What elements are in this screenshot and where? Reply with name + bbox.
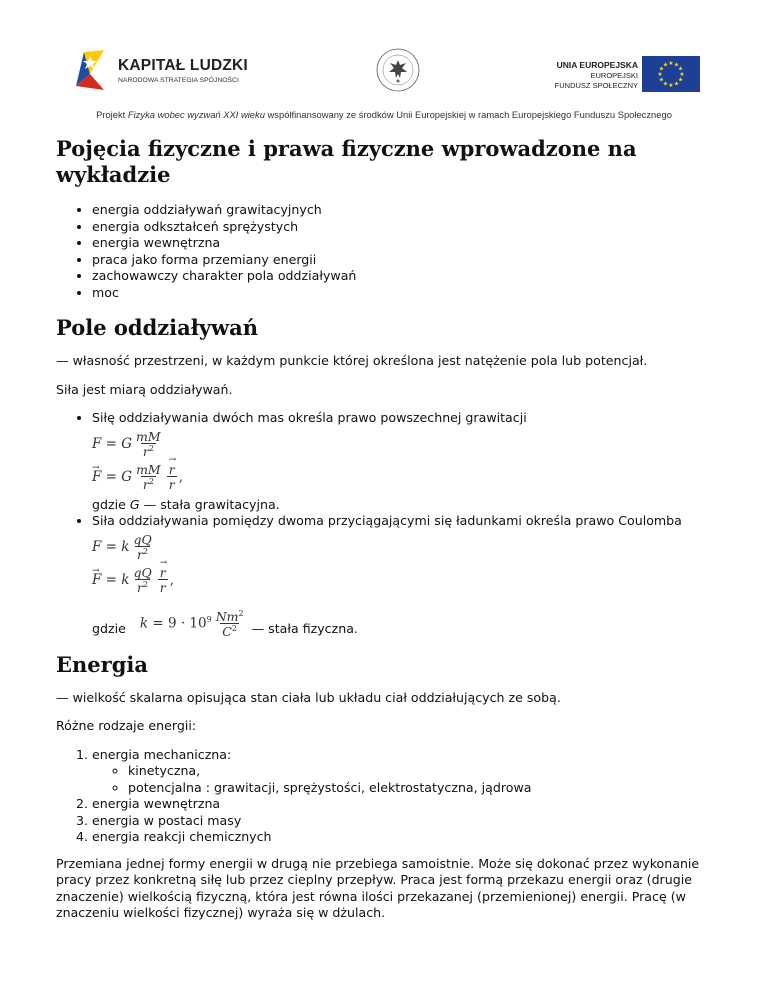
force-measure-text: Siła jest miarą oddziaływań. [56,381,233,397]
kapital-ludzki-logo [68,46,248,94]
eu-star-icon: ★ [673,80,680,88]
energy-definition: — wielkość skalarna opisująca stan ciała lub układu ciał oddziałujących ze sobą. [56,689,561,705]
eu-flag-icon [642,56,700,92]
gdzie-text: gdzie [92,621,126,636]
coulomb-law-text: Siła oddziaływania pomiędzy dwoma przyciągającymi się ładunkami określa prawo Coulomba [92,513,682,528]
list-item: 3. energia w postaci masy [92,813,716,830]
section-title-energy: Energia [56,651,148,677]
energy-types-list [56,747,716,846]
coulomb-equations [92,531,716,597]
page-header [0,0,768,126]
project-suffix: współfinansowany ze środków Unii Europejskiej w ramach Europejskiego Funduszu Społecznego [264,109,672,120]
project-line [0,109,768,120]
eu-fund-label-1: EUROPEJSKI [590,71,638,80]
eu-star-icon: ★ [679,71,685,79]
eu-text [520,60,638,91]
list-item: • energia wewnętrzna [92,235,716,252]
kapital-ludzki-subtitle: NARODOWA STRATEGIA SPÓJNOŚCI [118,77,239,84]
list-item: • energia oddziaływań grawitacyjnych [92,202,716,219]
coulomb-constant-desc: — stała fizyczna. [251,621,358,636]
eu-star-icon: ★ [658,76,665,84]
eu-fund-label-2: FUNDUSZ SPOŁECZNY [554,81,638,90]
gravity-scalar-equation: F = G $\frac{mM}{r^2}$ [92,429,161,459]
list-item: 4. energia reakcji chemicznych [92,829,716,846]
gravity-constant-desc: — stała grawitacyjna. [139,496,280,512]
eu-star-icon: ★ [662,61,669,69]
gravity-law-item [92,410,716,513]
eu-star-icon: ★ [657,71,663,79]
energy-types-intro: Różne rodzaje energii: [56,718,197,733]
eu-star-icon: ★ [662,80,669,88]
eu-union-label: UNIA EUROPEJSKA [556,60,638,70]
list-item: 2. energia wewnętrzna [92,796,716,813]
force-laws-list [56,410,716,638]
list-item [92,747,716,797]
coulomb-law-item [92,513,716,638]
sublist-item: ◦ kinetyczna, [128,763,716,780]
gravity-vector-equation: → F = G $\frac{mM}{r^2}$ → $\frac{r}{r}$ , [92,461,716,494]
eu-star-icon: ★ [668,82,674,90]
sublist-item: ◦ potencjalna : grawitacji, sprężystości, elektrostatyczna, jądrowa [128,780,716,797]
coulomb-constant-line [92,600,716,638]
gravity-law-text: Siłę oddziaływania dwóch mas określa prawo powszechnej grawitacji [92,410,527,425]
gravity-equations [92,428,716,494]
mechanical-energy-sublist [92,763,716,796]
energy-transformation-paragraph: Przemiana jednej formy energii w drugą nie przebiega samoistnie. Może się dokonać przez wykonanie pracy przez konkretną siłę lub przez cieplny przepływ. Praca jest formą przekazu energii oraz (drugie znaczenie) wielkością fizyczną, która jest równa ilości przekazanej (przemienionej) energii. Pracę (w znaczeniu wielkości fizycznej) wyraża się w dżulach. [56,855,700,920]
gravity-constant-line [92,497,716,514]
eu-star-icon: ★ [673,61,680,69]
section-title-field: Pole oddziaływań [56,315,259,340]
field-definition: — własność przestrzeni, w każdym punkcie której określona jest natężenie pola lub potencjał. [56,353,648,368]
list-item: • praca jako forma przemiany energii [92,252,716,269]
university-seal-icon [375,47,421,93]
eu-star-icon: ★ [677,65,684,73]
list-item-label: energia mechaniczna: [92,746,232,762]
list-item: • energia odkształceń sprężystych [92,219,716,236]
project-title: Fizyka wobec wyzwań XXI wieku [127,109,265,120]
eu-star-icon: ★ [668,60,674,68]
coulomb-constant-equation: $k = 9 \cdot 10^9$ $\frac{Nm^2}{C^2}$ [139,608,244,639]
kapital-ludzki-emblem-icon [68,46,110,92]
gdzie-text: gdzie [92,496,130,512]
list-item: • moc [92,285,716,302]
list-item: • zachowawczy charakter pola oddziaływań [92,268,716,285]
coulomb-vector-equation: → F = k $\frac{qQ}{r^2}$ → $\frac{r}{r}$ , [92,564,716,597]
project-prefix: Projekt [96,109,128,120]
gravity-constant-symbol: G [129,496,140,512]
eu-star-icon: ★ [677,76,684,84]
coulomb-scalar-equation: F = k $\frac{qQ}{r^2}$ [92,532,152,562]
eu-star-icon: ★ [658,65,665,73]
main-content [56,126,716,934]
concepts-list [56,202,716,301]
kapital-ludzki-title: KAPITAŁ LUDZKI [118,57,248,74]
section-title-concepts: Pojęcia fizyczne i prawa fizyczne wprowadzone na wykładzie [56,136,637,187]
